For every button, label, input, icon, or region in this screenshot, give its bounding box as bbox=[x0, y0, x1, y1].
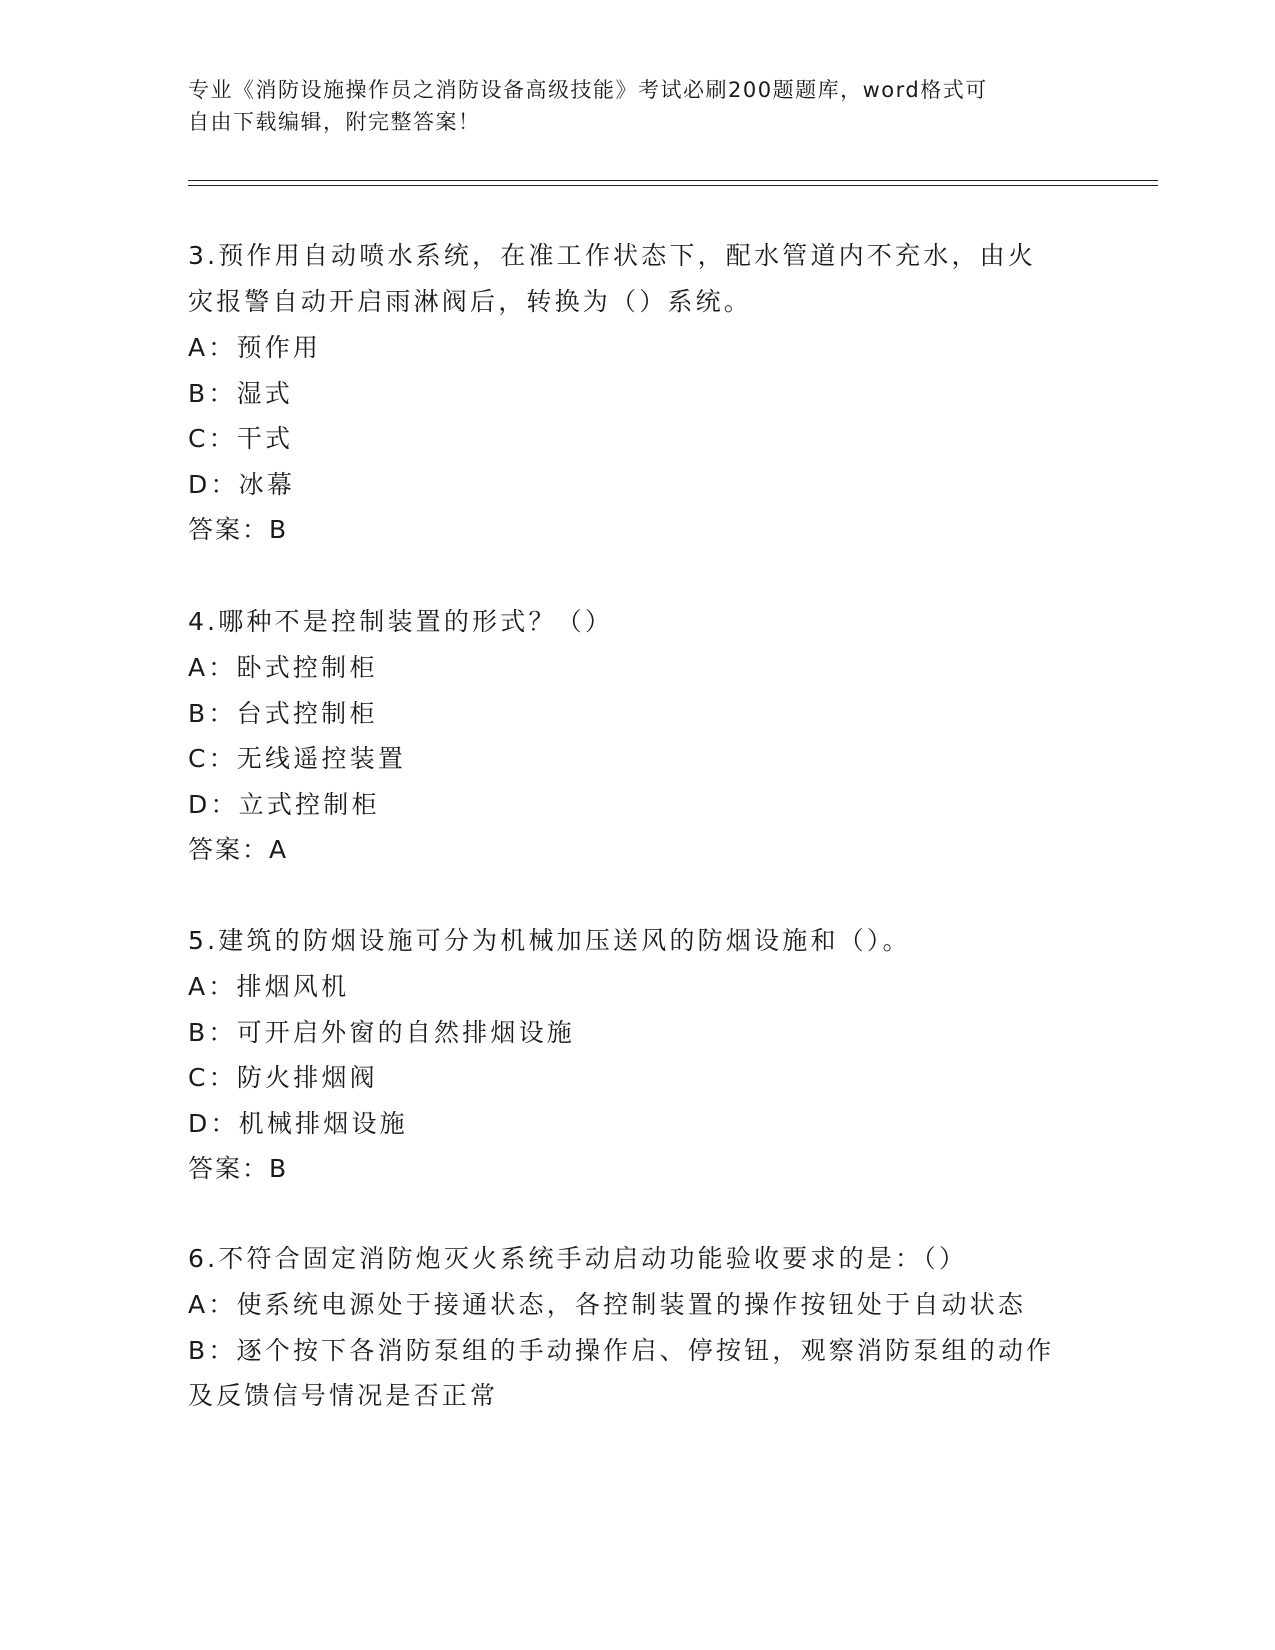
option-text-line-2: 及反馈信号情况是否正常 bbox=[188, 1381, 499, 1410]
answer-value: A bbox=[269, 835, 289, 864]
option-key: D： bbox=[188, 1108, 239, 1138]
option-text: 干式 bbox=[236, 424, 294, 453]
option-key: A： bbox=[188, 972, 237, 1001]
option-b bbox=[188, 691, 1088, 737]
option-text: 立式控制柜 bbox=[238, 789, 380, 819]
option-c bbox=[188, 416, 1088, 462]
option-text: 可开启外窗的自然排烟设施 bbox=[236, 1017, 575, 1047]
option-d bbox=[188, 1101, 1088, 1147]
option-text: 卧式控制柜 bbox=[236, 653, 378, 682]
option-key: A： bbox=[188, 1290, 237, 1319]
question-5 bbox=[188, 918, 1088, 1192]
answer-label: 答案： bbox=[188, 835, 270, 864]
answer-value: B bbox=[269, 1154, 289, 1183]
option-c bbox=[188, 736, 1088, 782]
question-3 bbox=[188, 233, 1088, 553]
option-key: B： bbox=[188, 1335, 237, 1365]
option-d bbox=[188, 782, 1088, 828]
document-header bbox=[188, 74, 1088, 138]
option-text: 冰幕 bbox=[238, 469, 296, 499]
question-title bbox=[188, 233, 1088, 325]
header-line-2: 自由下载编辑，附完整答案！ bbox=[188, 110, 481, 134]
answer-value: B bbox=[269, 515, 289, 544]
option-text: 防火排烟阀 bbox=[236, 1063, 378, 1092]
option-key: C： bbox=[188, 424, 237, 453]
answer bbox=[188, 827, 1088, 873]
option-key: C： bbox=[188, 744, 237, 773]
option-a bbox=[188, 1282, 1088, 1328]
question-6 bbox=[188, 1236, 1088, 1419]
option-a bbox=[188, 964, 1088, 1010]
option-a bbox=[188, 645, 1088, 691]
header-divider-top bbox=[188, 180, 1158, 181]
option-b bbox=[188, 371, 1088, 417]
option-text: 无线遥控装置 bbox=[236, 744, 407, 773]
option-key: B： bbox=[188, 698, 237, 728]
option-b bbox=[188, 1328, 1088, 1419]
question-title-line-1: 5.建筑的防烟设施可分为机械加压送风的防烟设施和（）。 bbox=[188, 926, 911, 955]
question-title bbox=[188, 599, 1088, 645]
question-title-line-1: 4.哪种不是控制装置的形式？（） bbox=[188, 607, 614, 636]
option-text: 使系统电源处于接通状态，各控制装置的操作按钮处于自动状态 bbox=[236, 1290, 1027, 1319]
question-4 bbox=[188, 599, 1088, 873]
question-title bbox=[188, 1236, 1088, 1282]
option-text: 逐个按下各消防泵组的手动操作启、停按钮，观察消防泵组的动作 bbox=[236, 1335, 1055, 1365]
answer-label: 答案： bbox=[188, 1154, 270, 1183]
option-text: 湿式 bbox=[236, 378, 293, 408]
option-text: 机械排烟设施 bbox=[238, 1108, 408, 1138]
option-text: 台式控制柜 bbox=[236, 698, 378, 728]
option-key: B： bbox=[188, 378, 237, 408]
option-b bbox=[188, 1010, 1088, 1056]
option-key: B： bbox=[188, 1017, 237, 1047]
answer bbox=[188, 1146, 1088, 1192]
answer-label: 答案： bbox=[188, 515, 270, 544]
option-d bbox=[188, 462, 1088, 508]
option-text: 预作用 bbox=[236, 333, 322, 362]
question-title-line-1: 3.预作用自动喷水系统，在准工作状态下，配水管道内不充水，由火 bbox=[188, 241, 1037, 270]
option-key: C： bbox=[188, 1063, 237, 1092]
question-title bbox=[188, 918, 1088, 964]
question-title-line-2: 灾报警自动开启雨淋阀后，转换为（）系统。 bbox=[188, 287, 753, 316]
option-text: 排烟风机 bbox=[236, 972, 350, 1001]
option-key: A： bbox=[188, 333, 237, 362]
option-key: D： bbox=[188, 789, 239, 819]
option-c bbox=[188, 1055, 1088, 1101]
option-a bbox=[188, 325, 1088, 371]
header-divider-bottom bbox=[188, 185, 1158, 186]
option-key: D： bbox=[188, 469, 239, 499]
header-line-1: 专业《消防设施操作员之消防设备高级技能》考试必刷200题题库，word格式可 bbox=[188, 78, 988, 102]
question-title-line-1: 6.不符合固定消防炮灭火系统手动启动功能验收要求的是：（） bbox=[188, 1244, 968, 1273]
answer bbox=[188, 507, 1088, 553]
option-key: A： bbox=[188, 653, 237, 682]
